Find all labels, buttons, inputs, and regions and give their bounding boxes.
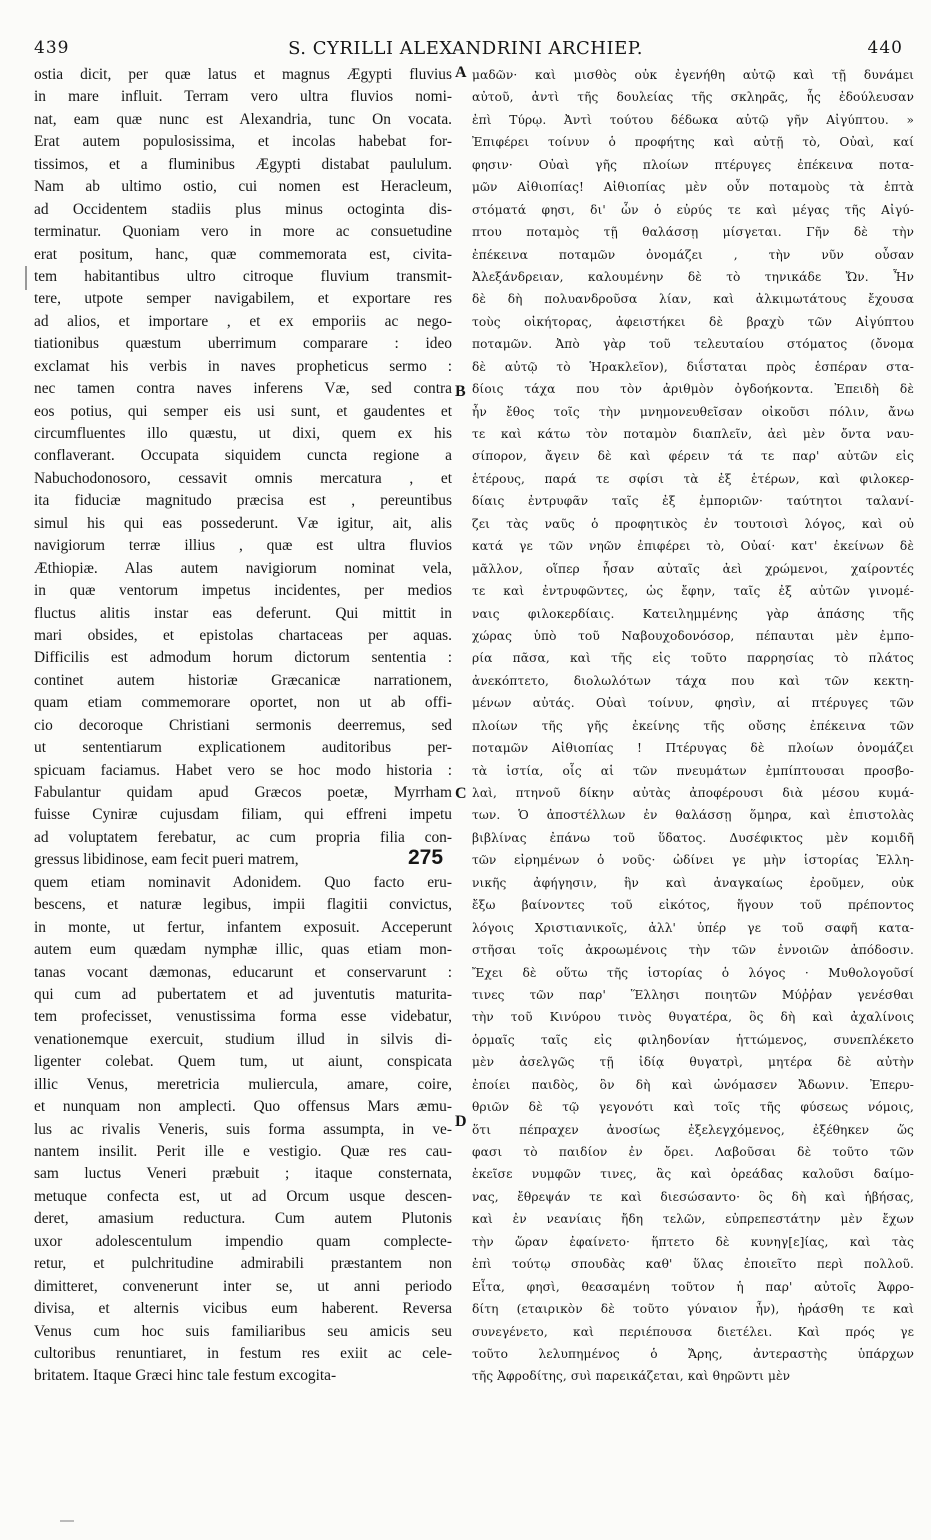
greek-text-line: δίτη (εταιρικὸν δὲ τοῦτο γύναιον ἦν), ἠράσθη τε καὶ (472, 1302, 914, 1317)
latin-text-line: Difficilis est admodum horum dictorum sententia : (34, 649, 452, 667)
latin-text-line: retur, et pulchritudine admirabili præstantem non (34, 1255, 452, 1273)
greek-text-line: τῆς Ἀφροδίτης, συὶ παρεικάζεται, καὶ θηρῶντι μὲν (472, 1369, 791, 1384)
latin-text-line: fuisse Cyniræ cujusdam filiam, qui effreni impetu (34, 806, 452, 824)
greek-text-line: ἐκεῖσε νυμφῶν τινες, ἃς καὶ ὀρεάδας καλοῦσι δαίμο- (472, 1167, 914, 1182)
greek-text-line: νας, ἔθρεψάν τε καὶ διεσώσαντο· ὃς δὴ καὶ ἡβήσας, (472, 1189, 914, 1204)
greek-text-line: των. Ὁ ἀποστέλλων ἐν θαλάσσῃ ὅμηρα, καὶ ἐπιστολὰς (472, 808, 914, 823)
latin-text-line: in monte, ut fertur, infantem exposuit. Acceperunt (34, 918, 452, 936)
latin-text-line: tiationibus quæstum uberrimum comparare : ideo (34, 335, 452, 353)
greek-text-line: τοὺς οἰκήτορας, ἀφειστήκει δὲ βραχὺ τῶν Αἰγύπτου (472, 314, 914, 329)
greek-text-line: τε καὶ ἐντρυφῶντες, ὡς ἔφην, ταῖς ἐξ αὐτῶν γινομέ- (472, 584, 914, 599)
latin-text-line: sam luctus Veneri præbuit ; itaque consternata, (34, 1165, 452, 1183)
greek-text-line: τοῦτο λελυπημένος ὁ Ἄρης, ἀντεραστὴς ὑπάρχων (472, 1346, 914, 1361)
greek-text-line: ἦν ἔθος τοῖς τὴν μνημονευθεῖσαν οἰκοῦσι πόλιν, ἄνω (472, 404, 914, 419)
greek-text-line: δὲ αὐτῷ τὸ Ἡρακλεῖον), διΐσταται πρὸς ἑσπέραν στα- (472, 359, 914, 374)
latin-text-line: gressus libidinose, eam fecit pueri matrem, (34, 851, 299, 869)
greek-text-line: πλοίων τῆς γῆς ἐκείνης τῆς οὔσης ἐπέκεινα τῶν (472, 718, 914, 733)
latin-text-line: navigiorum terræ illius , quæ est ultra fluvios (34, 537, 452, 555)
greek-text-line: ἐποίει παιδὸς, ὃν δὴ καὶ ὠνόμασεν Ἄδωνιν. Ἐπερυ- (472, 1077, 914, 1092)
page-number-left: 439 (34, 38, 70, 58)
greek-text-line: ποταμῶν Αἰθιοπίας ! Πτέρυγας δὲ πλοίων ὀνομάζει (472, 741, 914, 756)
greek-text-line: βιβλίνας ἐπάνω τοῦ ὕδατος. Δυσέφικτος μὲν κομιδῆ (472, 830, 914, 845)
greek-text-line: θριῶν δὲ τῷ γεγονότι καὶ τοῖς τῆς φύσεως νόμοις, (472, 1100, 914, 1115)
greek-text-line: λαὶ, πτηνοῦ δίκην αὐτὰς ἀποφέρουσι διὰ μέσου κυμά- (472, 786, 914, 800)
latin-text-line: tem habitantibus ultro citroque fluvium transmit- (34, 267, 452, 285)
latin-text-line: fluctus alitis instar eas deferunt. Qui mittit in (34, 604, 452, 622)
latin-text-line: metuque confecta est, ut ad Orcum usque descen- (34, 1187, 452, 1205)
greek-text-line: τὰ ἱστία, οἷς αἱ τῶν πνευμάτων ἐμπίπτουσαι προσβο- (472, 763, 914, 778)
greek-text-line: Ἐπιφέρει τοίνυν ὁ προφήτης καὶ αὐτῇ τὸ, Οὐαὶ, καί (472, 135, 914, 150)
latin-text-line: nat, eam quæ nunc est Alexandria, tunc On vocata. (34, 110, 452, 128)
latin-text-line: ad voluptatem ferebatur, ac cum propria filia con- (34, 828, 452, 846)
greek-text-line: δίοις τάχα που τὸν ἀριθμὸν ὀγδοήκοντα. Ἐπειδὴ δὲ (472, 382, 914, 397)
latin-text-line: ad Occidentem stadiis plus minus octoginta dis- (34, 200, 452, 218)
greek-column (472, 64, 914, 1494)
greek-text-line: Εἶτα, φησὶ, θεασαμένη τοῦτον ἡ παρ' αὐτοῖς Ἀφρο- (472, 1279, 914, 1294)
footer-mark (60, 1520, 74, 1522)
latin-text-line: tissimos, et a fluminibus Ægypti distabat paululum. (34, 155, 452, 173)
latin-text-line: Venus cum hoc suis familiaribus seu amicis seu (34, 1322, 452, 1340)
greek-text-line: πτου ποταμὸς τῇ θαλάσσῃ μίσγεται. Γῆν δὲ τὴν (472, 225, 914, 240)
greek-text-line: νικῆς ἀφήγησιν, ἣν καὶ ἀναγκαίως ἐροῦμεν, οὐκ (472, 875, 914, 890)
section-marker-b: B (455, 383, 466, 400)
latin-text-line: qui cum ad pubertatem et ad juventutis maturita- (34, 985, 452, 1003)
greek-text-line: καὶ ἐν νεανίαις ἤδη τελῶν, εὐπρεπεστάτην μὲν ἔχων (472, 1212, 914, 1227)
greek-text-line: ὁρμαῖς ταῖς εἰς φιληδονίαν ἡττώμενος, συνεπλέκετο (472, 1032, 914, 1047)
greek-text-line: ναις φιλοκερδίαις. Κατειλημμένης γὰρ ἁπάσης τῆς (472, 606, 914, 621)
latin-text-line: quam etiam commemorare oportet, non ut ab offi- (34, 694, 452, 712)
greek-text-line: δὲ δὴ πολυανδροῦσα λίαν, καὶ ἀλκιμωτάτους ἔχουσα (472, 292, 914, 307)
greek-text-line: μὲν ἀσελγῶς τῇ ἰδίᾳ θυγατρὶ, μητέρα δὲ αὐτὴν (472, 1055, 914, 1070)
greek-text-line: τὴν ὥραν ἐφαίνετο· ἥπτετο δὲ κυνηγ[ε]ίας, καὶ τὰς (472, 1234, 914, 1249)
latin-text-line: divisa, et alternis vicibus eum haberent. Reversa (34, 1300, 452, 1318)
latin-text-line: tanas vocant dæmonas, educarunt et conservarunt : (34, 963, 452, 981)
latin-text-line: circumfluentes illo quæstu, ut dixi, quem ex his (34, 425, 452, 442)
latin-text-line: terminatur. Quoniam vero in more ac consuetudine (34, 223, 452, 241)
latin-text-line: tem profecisset, venustissima forma esse videbatur, (34, 1008, 452, 1026)
greek-text-line: κατά γε τῶν νηῶν ἐπιφέρει τὸ, Οὐαί· κατ' ἐκείνων δὲ (472, 539, 914, 554)
latin-text-line: simul his qui eas possederunt. Væ igitur, ait, alis (34, 514, 452, 532)
greek-text-line: τε καὶ κάτω τὸν ποταμὸν διαπλεῖν, ἀεὶ μὲν ὄντα ναυ- (472, 427, 914, 441)
greek-text-line: φασι τὸ παιδίον ἐν ὄρει. Λαβοῦσαι δὲ τοῦτο τῶν (472, 1145, 914, 1159)
latin-text-line: exclamat his verbis in naves propheticus sermo : (34, 357, 452, 375)
latin-text-line: conflaverant. Occupata siquidem cuncta regione a (34, 447, 452, 465)
latin-text-line: Erat autem populosissima, et incolas habebat for- (34, 133, 452, 151)
latin-text-line: nantem insilit. Perit ille e vestigio. Quæ res cau- (34, 1143, 452, 1160)
latin-text-line: in mare influit. Terram vero ultra fluvios nomi- (34, 88, 452, 106)
greek-text-line: Ἀλεξάνδρειαν, καλουμένην δὲ τὸ τηνικάδε Ὤν. Ἦν (472, 269, 914, 284)
latin-text-line: uxor adolescentulum impendio quam complecte- (34, 1232, 452, 1250)
greek-text-line: ζει τὰς ναῦς ὁ προφητικὸς ἐν τουτοισὶ λόγος, καὶ οὐ (472, 516, 914, 531)
greek-text-line: ρία πᾶσα, καὶ τῆς εἰς τοῦτο παρρησίας τὸ πλάτος (472, 651, 914, 666)
latin-text-line: ostia dicit, per quæ latus et magnus Ægypti fluvius (34, 66, 452, 83)
latin-text-line: autem eum quædam nymphæ illic, quas etiam mon- (34, 941, 452, 959)
greek-text-line: σίπορον, ἄγειν δὲ καὶ φέρειν τά τε παρ' αὐτῶν εἰς (472, 449, 914, 464)
latin-text-line: ligenter colebat. Quem tum, ut aiunt, conspicata (34, 1053, 452, 1071)
latin-text-line: dimitteret, convenerunt inter se, ut anni periodo (34, 1277, 452, 1295)
greek-text-line: μῶν Αἰθιοπίας! Αἰθιοπίας μὲν οὖν ποταμοὺς τὰ ἑπτὰ (472, 180, 914, 195)
page-number-right: 440 (867, 38, 903, 58)
binding-mark (25, 266, 27, 290)
greek-text-line: μᾶλλον, οἵπερ ἦσαν αὐταῖς ἀεὶ χρώμενοι, χαίροντές (472, 561, 914, 576)
latin-text-line: ad alios, et importare , et ex emporiis ac nego- (34, 312, 452, 330)
latin-text-line: quem etiam nominavit Adonidem. Quo facto eru- (34, 873, 452, 891)
latin-text-line: tere, utpote semper navigabilem, et exportare res (34, 290, 452, 308)
latin-text-line: lus ac rivalis Veneris, suis forma assumpta, in ve- (34, 1120, 452, 1138)
latin-text-line: spicuam faciamus. Habet vero se hoc modo historia : (34, 761, 452, 779)
running-title: S. CYRILLI ALEXANDRINI ARCHIEP. (288, 38, 643, 59)
latin-text-line: Fabulantur quidam apud Græcos poetæ, Myrrham (34, 784, 452, 801)
greek-text-line: στόματά φησι, δι' ὧν ὁ εὐρύς τε καὶ μέγας τῆς Αἰγύ- (472, 202, 914, 217)
latin-text-line: illic Venus, meretricia muliercula, amare, coire, (34, 1075, 452, 1093)
latin-text-line: mari obsides, et epistolas chartaceas per aquas. (34, 626, 452, 644)
greek-text-line: τῶν εἰρημένων ὁ νοῦς· ὠδίνει γε μὴν ἱστορίας Ἑλλη- (472, 853, 914, 868)
latin-text-line: eos potius, qui semper eis usi sunt, et gaudentes et (34, 402, 452, 420)
latin-text-line: Nabuchodonosoro, cessavit omnis mercatura , et (34, 469, 452, 487)
latin-text-line: ut sententiarum explicationem auditoribus per- (34, 739, 452, 757)
greek-text-line: τινες τῶν παρ' Ἕλλησι ποιητῶν Μύῤῥαν γενέσθαι (472, 987, 914, 1002)
latin-text-line: cio decoroque Christiani sermonis deerremus, sed (34, 716, 452, 734)
greek-text-line: ὅτι πέπραχεν ἀνοσίως ἐξελεγχόμενος, ἐξέθηκεν ὥς (472, 1122, 914, 1137)
latin-text-line: in quæ ventorum impetus incidentes, per medios (34, 582, 452, 600)
margin-page-number: 275 (408, 846, 444, 869)
page-header (0, 0, 931, 64)
greek-text-line: ἔξω βαίνοντες τοῦ εἰκότος, ἥγουν τοῦ πρέποντος (472, 898, 914, 913)
greek-text-line: χώρας ὑπὸ τοῦ Ναβουχοδονόσορ, πέπαυται μὲν ἐμπο- (472, 628, 914, 643)
greek-text-line: Ἔχει δὲ οὕτω τῆς ἱστορίας ὁ λόγος · Μυθολογοῦσί (472, 965, 914, 980)
latin-text-line: nec tamen contra naves inferens Væ, sed contra (34, 380, 452, 398)
latin-text-line: ita fiduciæ magnitudo præcisa est , pereuntibus (34, 492, 452, 510)
greek-text-line: μαδῶν· καὶ μισθὸς οὐκ ἐγενήθη αὐτῷ καὶ τῇ δυνάμει (472, 68, 914, 82)
greek-text-line: ἀνεκόπτετο, διολωλότων τάχα που καὶ τῶν κεκτη- (472, 673, 914, 688)
section-marker-a: A (455, 64, 467, 81)
greek-text-line: ἑτέρους, παρά τε σφίσι τὰ ἐξ ἑτέρων, καὶ φιλοκερ- (472, 471, 914, 486)
latin-text-line: et nunquam non amplecti. Quo offensus Mars æmu- (34, 1098, 452, 1116)
section-marker-d: D (455, 1113, 467, 1130)
greek-text-line: ποταμῶν. Ἀπὸ γὰρ τοῦ τελευταίου στόματος (ὄνομα (472, 337, 914, 352)
latin-text-line: Æthiopiæ. Alas autem navigiorum nominat vela, (34, 559, 452, 577)
greek-text-line: ἐπέκεινα ποταμῶν ὀνομάζει , τὴν νῦν οὖσαν (472, 247, 914, 262)
latin-text-line: Nam ab ultimo ostio, cui nomen est Heracleum, (34, 178, 452, 196)
greek-text-line: λόγοις Χριστιανικοῖς, ἀλλ' ὑπέρ γε τοῦ σαφῆ κατα- (472, 920, 914, 935)
greek-text-line: ἐπὶ Τύρῳ. Ἀντὶ τούτου δέδωκα αὐτῷ γῆν Αἰγύπτου. » (472, 112, 914, 127)
latin-text-line: venationemque exercuit, studium illud in silvis di- (34, 1030, 452, 1048)
greek-text-line: συνεγένετο, καὶ περιέπουσα διετέλει. Καὶ πρός γε (472, 1324, 914, 1339)
latin-text-line: cultoribus renuntiaret, in festum res exiit ac cele- (34, 1344, 452, 1362)
greek-text-line: φησιν· Οὐαὶ γῆς πλοίων πτέρυγες ἐπέκεινα ποτα- (472, 157, 914, 172)
greek-text-line: μένων αὐτάς. Οὐαὶ τοίνυν, φησὶν, αἱ πτέρυγες τῶν (472, 696, 914, 711)
latin-text-line: bescens, et naturæ legibus, impii flagitii convictus, (34, 896, 452, 914)
latin-text-line: erat positum, hanc, quæ commemorata est, civita- (34, 245, 452, 263)
section-marker-c: C (455, 785, 467, 802)
greek-text-line: δίαις ἐντρυφᾶν ταῖς ἐξ ἐμποριῶν· ταύτητοι ταλανί- (472, 494, 914, 509)
greek-text-line: τὴν τοῦ Κινύρου τινὸς θυγατέρα, ὃς δὴ καὶ ἀχαλίνοις (472, 1010, 914, 1025)
greek-text-line: ἐπὶ τούτῳ σπουδὰς καθ' ὕλας ἐποιεῖτο περὶ πολλοῦ. (472, 1257, 914, 1272)
greek-text-line: στῆσαι τοῖς ἀκροωμένοις τὴν τῶν ἐννοιῶν ἀπόδοσιν. (472, 943, 914, 958)
latin-text-line: continet autem historiæ Græcanicæ narrationem, (34, 671, 452, 689)
latin-text-line: deret, amasium reductura. Cum autem Plutonis (34, 1210, 452, 1228)
latin-text-line: britatem. Itaque Græci hinc tale festum excogita- (34, 1367, 337, 1385)
latin-column (34, 64, 452, 1494)
greek-text-line: αὐτοῦ, ἀντὶ τῆς δουλείας τῆς σκληρᾶς, ἧς ἐδούλευσαν (472, 90, 914, 105)
